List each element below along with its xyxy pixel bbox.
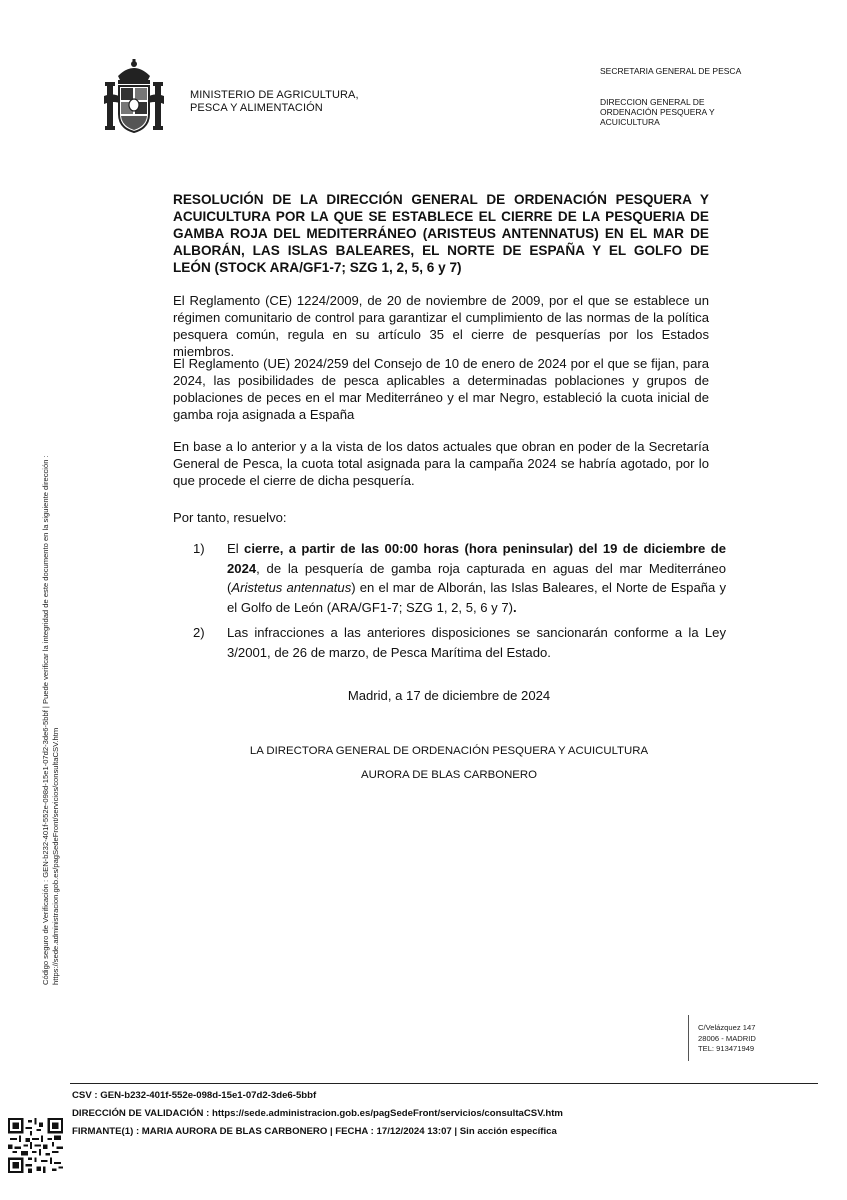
qr-code [8, 1118, 63, 1173]
coat-of-arms-logo [104, 58, 164, 138]
paragraph-reglamento-1224: El Reglamento (CE) 1224/2009, de 20 de noviembre de 2009, por el que se establece un régimen comunitario de control para garantizar el cumplimiento de las normas de la política pesquera común, regula en su artículo 35 el cierre de pesquerías por los Estados miembros. [173, 293, 709, 359]
signer-info: FIRMANTE(1) : MARIA AURORA DE BLAS CARBONERO | FECHA : 17/12/2024 13:07 | Sin acción específica [72, 1126, 557, 1137]
direccion-label: DIRECCION GENERAL DE ORDENACIÓN PESQUERA Y ACUICULTURA [600, 97, 715, 127]
footer-rule [70, 1083, 818, 1084]
csv-code: CSV : GEN-b232-401f-552e-098d-15e1-07d2-3de6-5bbf [72, 1090, 317, 1101]
resolution-item-2 [193, 623, 726, 663]
paragraph-reglamento-2024: El Reglamento (UE) 2024/259 del Consejo de 10 de enero de 2024 por el que se fijan, para 2024, las posibilidades de pesca aplicables a determinadas poblaciones y grupos de poblaciones de peces en el mar Mediterráneo y el mar Negro, estableció la cuota inicial de gamba roja asignada a España [173, 356, 709, 422]
item-number: 2) [193, 625, 205, 640]
paragraph-resuelvo: Por tanto, resuelvo: [173, 510, 287, 525]
resolution-title: RESOLUCIÓN DE LA DIRECCIÓN GENERAL DE ORDENACIÓN PESQUERA Y ACUICULTURA POR LA QUE SE ESTABLECE EL CIERRE DE LA PESQUERIA DE GAMBA ROJA DEL MEDITERRÁNEO (ARISTEUS ANTENNATUS) EN EL MAR DE ALBORÁN, LAS ISLAS BALEARES, EL NORTE DE ESPAÑA Y EL GOLFO DE LEÓN (STOCK ARA/GF1-7; SZG 1, 2, 5, 6 y 7) [173, 192, 709, 275]
item-text: El cierre, a partir de las 00:00 horas (hora peninsular) del 19 de diciembre de 2024, de la pesquería de gamba roja capturada en aguas del mar Mediterráneo (Aristetus antennatus) en el mar de Alborán, las Islas Baleares, el Norte de España y el Golfo de León (ARA/GF1-7; SZG 1, 2, 5, 6 y 7). [227, 541, 727, 615]
address-block: C/Velázquez 147 28006 - MADRID TEL: 913471949 [698, 1023, 756, 1053]
item-text: Las infracciones a las anteriores disposiciones se sancionarán conforme a la Ley 3/2001, de 26 de marzo, de Pesca Marítima del Estado. [227, 625, 726, 660]
signer-name: AURORA DE BLAS CARBONERO [361, 769, 537, 781]
validation-url[interactable]: DIRECCIÓN DE VALIDACIÓN : https://sede.administracion.gob.es/pagSedeFront/servicios/consultaCSV.htm [72, 1108, 563, 1119]
side-verification-text: Código seguro de Verificación : GEN-b232-401f-552e-098d-15e1-07d2-3de6-5bbf | Puede verificar la integridad de este documento en la siguiente dirección : https://sede.administracion.gob.es/pagSedeFront/servicios/consultaCSV.htm [41, 455, 60, 985]
resolution-item-1 [193, 539, 727, 619]
ministry-name: MINISTERIO DE AGRICULTURA, PESCA Y ALIMENTACIÓN [190, 89, 359, 114]
item-number: 1) [193, 541, 205, 556]
address-divider [688, 1015, 689, 1061]
secretaria-label: SECRETARIA GENERAL DE PESCA [600, 66, 742, 76]
paragraph-en-base: En base a lo anterior y a la vista de los datos actuales que obran en poder de la Secretaría General de Pesca, la cuota total asignada para la campaña 2024 se habría agotado, por lo que procede el cierre de dicha pesquería. [173, 439, 709, 488]
signer-role: LA DIRECTORA GENERAL DE ORDENACIÓN PESQUERA Y ACUICULTURA [249, 745, 649, 757]
date-place: Madrid, a 17 de diciembre de 2024 [347, 688, 551, 703]
